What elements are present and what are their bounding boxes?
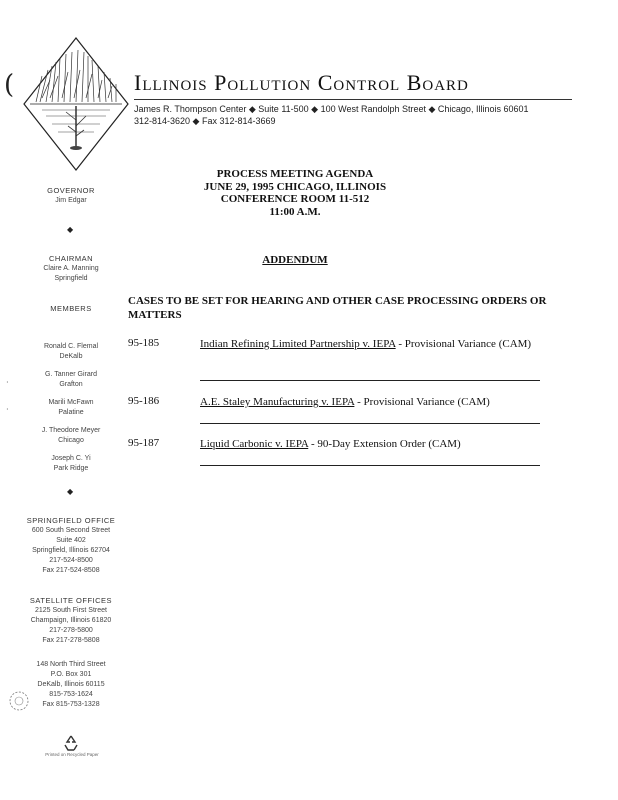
member-city: Chicago (58, 437, 84, 444)
case-rule (200, 380, 540, 381)
office-line: 148 North Third Street (36, 661, 106, 668)
office-line: 217-524-8500 (49, 557, 93, 564)
margin-mark: ( (4, 70, 15, 100)
member-name: G. Tanner Girard (44, 371, 97, 378)
case-rest: - Provisional Variance (CAM) (354, 396, 490, 408)
case-description (200, 395, 540, 409)
office-line: Fax 217-524-8508 (42, 567, 100, 574)
chairman-name: Claire A. Manning (43, 265, 99, 272)
seal-icon (8, 690, 30, 712)
office-line: 2125 South First Street (35, 607, 107, 614)
satellite-offices-title: SATELLITE OFFICES (29, 596, 113, 605)
member-name: Ronald C. Flemal (43, 343, 99, 350)
case-title: Indian Refining Limited Partnership v. IEPA (200, 338, 396, 350)
case-title: A.E. Staley Manufacturing v. IEPA (200, 396, 355, 408)
case-description (200, 437, 540, 451)
office-line: Fax 217-278-5808 (42, 637, 100, 644)
addendum-heading: ADDENDUM (262, 254, 328, 266)
case-number: 95-186 (128, 395, 160, 407)
member-name: Marili McFawn (48, 399, 94, 406)
office-line: 815-753-1624 (49, 691, 93, 698)
members-title: MEMBERS (50, 304, 92, 313)
board-logo (22, 36, 130, 172)
agenda-heading (160, 168, 430, 218)
chairman-title: CHAIRMAN (48, 254, 93, 263)
address-line: James R. Thompson Center ◆ Suite 11-500 ◆ 100 West Randolph Street ◆ Chicago, Illinois 60601 (134, 104, 529, 114)
office-line: 217-278-5800 (49, 627, 93, 634)
member-city: Palatine (58, 409, 84, 416)
scan-specks: · · (6, 378, 9, 414)
member-city: Park Ridge (53, 465, 89, 472)
case-number: 95-187 (128, 437, 160, 449)
case-number: 95-185 (128, 337, 160, 349)
member-city: DeKalb (59, 353, 83, 360)
agenda-date: JUNE 29, 1995 CHICAGO, ILLINOIS (203, 180, 387, 193)
divider-diamond-icon: ◆ (67, 225, 74, 234)
divider-diamond-icon: ◆ (67, 487, 74, 496)
case-rest: - Provisional Variance (CAM) (395, 338, 532, 350)
office-line: Suite 402 (56, 537, 86, 544)
springfield-office-title: SPRINGFIELD OFFICE (26, 516, 116, 525)
case-rest: - 90-Day Extension Order (CAM) (308, 438, 461, 450)
office-line: Champaign, Illinois 61820 (30, 617, 112, 624)
recycle-icon (62, 734, 80, 752)
phone-line: 312-814-3620 ◆ Fax 312-814-3669 (134, 116, 276, 126)
header-rule (134, 99, 572, 100)
member-name: Joseph C. Yi (51, 455, 91, 462)
chairman-city: Springfield (54, 275, 88, 282)
agenda-room: CONFERENCE ROOM 11-512 (220, 193, 370, 205)
agenda-time: 11:00 A.M. (269, 205, 321, 218)
office-line: DeKalb, Illinois 60115 (37, 681, 105, 688)
governor-title: GOVERNOR (47, 186, 95, 195)
case-rule (200, 465, 540, 466)
board-name: Illinois Pollution Control Board (134, 70, 469, 95)
section-title: CASES TO BE SET FOR HEARING AND OTHER CASE PROCESSING ORDERS OR MATTERS (128, 295, 547, 321)
case-title: Liquid Carbonic v. IEPA (200, 438, 309, 450)
case-description (200, 337, 540, 351)
case-rule (200, 423, 540, 424)
member-city: Grafton (59, 381, 83, 388)
office-line: P.O. Box 301 (50, 671, 92, 678)
office-line: Springfield, Illinois 62704 (32, 547, 110, 554)
recycle-caption: Printed on Recycled Paper (45, 752, 99, 757)
office-line: Fax 815-753-1328 (42, 701, 100, 708)
governor-name: Jim Edgar (55, 197, 87, 204)
agenda-title: PROCESS MEETING AGENDA (216, 168, 374, 180)
member-name: J. Theodore Meyer (41, 427, 101, 434)
office-line: 600 South Second Street (31, 527, 111, 534)
